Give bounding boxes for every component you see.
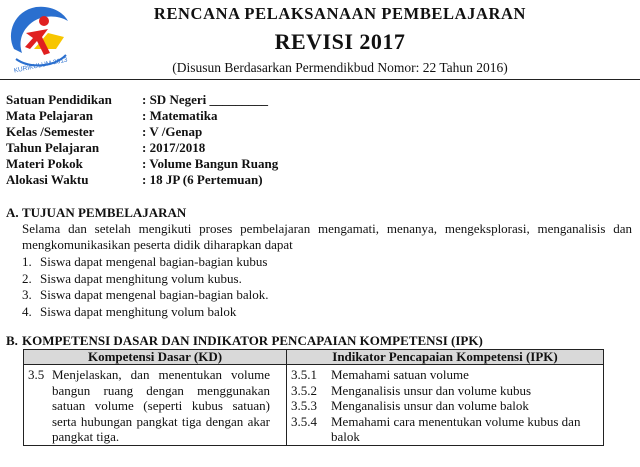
title-line-2: REVISI 2017 xyxy=(274,29,406,54)
ipk-item xyxy=(291,383,599,399)
ipk-text: Menganalisis unsur dan volume kubus xyxy=(331,382,532,398)
goal-text: Siswa dapat mengenal bagian-bagian kubus xyxy=(40,254,268,269)
section-b-title: KOMPETENSI DASAR DAN INDIKATOR PENCAPAIAN KOMPETENSI (IPK) xyxy=(22,333,483,348)
identity-label: Materi Pokok xyxy=(6,156,83,171)
ipk-number: 3.5.1 xyxy=(291,367,317,382)
identity-label: Tahun Pelajaran xyxy=(6,140,100,155)
title-line-1: RENCANA PELAKSANAAN PEMBELAJARAN xyxy=(153,4,527,23)
identity-label: Alokasi Waktu xyxy=(6,172,89,187)
table-row xyxy=(24,365,604,446)
ipk-cell xyxy=(287,365,604,446)
goal-number: 1. xyxy=(22,254,32,269)
goal-text: Siswa dapat menghitung volum balok xyxy=(40,303,237,319)
kd-ipk-table xyxy=(23,349,604,446)
identity-value: : Volume Bangun Ruang xyxy=(142,156,279,171)
identity-value: : Matematika xyxy=(142,108,218,123)
ipk-number: 3.5.3 xyxy=(291,398,317,414)
identity-row xyxy=(6,92,278,108)
column-header-kd: Kompetensi Dasar (KD) xyxy=(24,350,287,365)
identity-label: Mata Pelajaran xyxy=(6,108,94,123)
identity-label: Kelas /Semester xyxy=(6,124,95,139)
goal-number: 2. xyxy=(22,270,32,286)
column-header-ipk: Indikator Pencapaian Kompetensi (IPK) xyxy=(287,350,604,365)
list-item xyxy=(22,304,632,321)
table-header-row xyxy=(24,350,604,365)
ipk-item xyxy=(291,414,599,445)
goal-text: Siswa dapat mengenal bagian-bagian balok. xyxy=(40,287,269,302)
section-a-number: A. xyxy=(6,205,19,220)
section-tujuan xyxy=(6,205,632,320)
kd-number: 3.5 xyxy=(28,367,45,382)
ipk-item xyxy=(291,367,599,383)
goals-list xyxy=(22,254,632,320)
identity-row xyxy=(6,124,278,140)
ipk-text: Menganalisis unsur dan volume balok xyxy=(331,398,529,414)
logo-text: KURIKULUM 2013 xyxy=(13,56,69,73)
ipk-number: 3.5.4 xyxy=(291,413,317,429)
header-divider xyxy=(0,79,640,80)
ipk-text: Memahami satuan volume xyxy=(331,367,469,382)
section-a-title: TUJUAN PEMBELAJARAN xyxy=(22,205,187,220)
list-item xyxy=(22,271,632,288)
subtitle: (Disusun Berdasarkan Permendikbud Nomor: 22 Tahun 2016) xyxy=(172,60,508,75)
identity-row xyxy=(6,156,278,172)
section-kompetensi xyxy=(6,333,632,349)
identity-row xyxy=(6,140,278,156)
section-b-heading xyxy=(6,333,632,349)
goal-number: 3. xyxy=(22,287,32,302)
list-item xyxy=(22,287,632,304)
identity-value: : 18 JP (6 Pertemuan) xyxy=(142,172,263,187)
kd-cell xyxy=(24,365,287,446)
kd-text: Menjelaskan, dan menentukan volume bangun ruang dengan menggunakan satuan volume (seperti kubus satuan) serta hubungan pangkat tiga dengan akar pangkat tiga. xyxy=(52,367,270,445)
goal-number: 4. xyxy=(22,303,32,319)
identity-value: : SD Negeri _________ xyxy=(142,92,269,107)
section-a-intro: Selama dan setelah mengikuti proses pembelajaran mengamati, menanya, mengeksplorasi, menganalisis dan mengkomunikasikan peserta didik diharapkan dapat xyxy=(22,221,632,252)
identity-row xyxy=(6,108,278,124)
section-a-heading xyxy=(6,205,632,221)
identity-row xyxy=(6,172,278,188)
ipk-number: 3.5.2 xyxy=(291,382,317,398)
identity-value: : V /Genap xyxy=(142,124,203,139)
list-item xyxy=(22,254,632,271)
identity-label: Satuan Pendidikan xyxy=(6,92,112,107)
ipk-text: Memahami cara menentukan volume kubus dan balok xyxy=(331,413,581,445)
identity-value: : 2017/2018 xyxy=(142,140,206,155)
identity-block xyxy=(6,92,278,188)
ipk-item xyxy=(291,398,599,414)
goal-text: Siswa dapat menghitung volum kubus. xyxy=(40,270,242,286)
section-b-number: B. xyxy=(6,333,18,348)
